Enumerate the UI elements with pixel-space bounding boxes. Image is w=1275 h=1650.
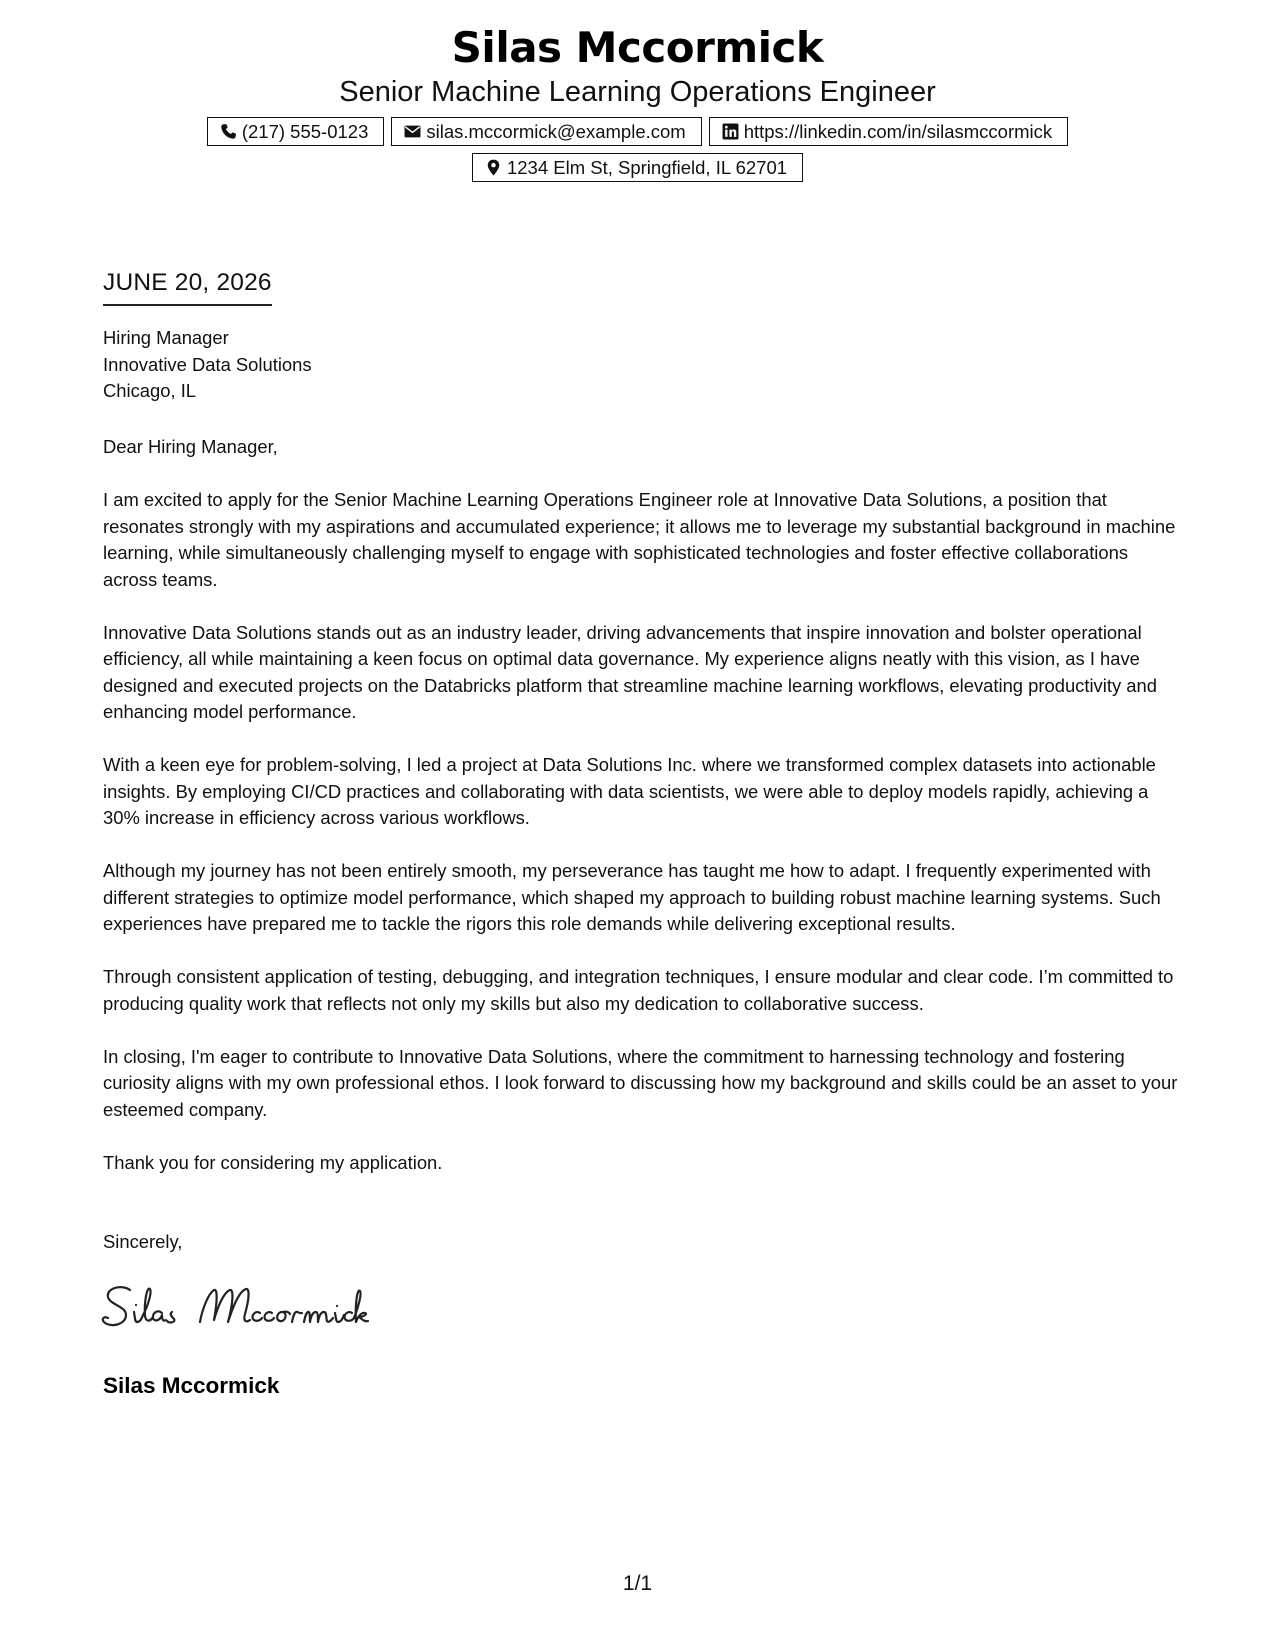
- letter-date: JUNE 20, 2026: [103, 268, 272, 306]
- linkedin-chip[interactable]: [709, 117, 1068, 146]
- address-text: 1234 Elm St, Springfield, IL 62701: [506, 157, 788, 178]
- closing: Sincerely,: [103, 1231, 183, 1252]
- body-paragraph: I am excited to apply for the Senior Machine Learning Operations Engineer role at Innovative Data Solutions, a position that resonates strongly with my aspirations and accumulated experience; it allows me to leverage my substantial background in machine learning, while simultaneously challenging myself to engage with sophisticated technologies and foster effective collaborations across teams.: [103, 489, 1176, 590]
- envelope-icon: [404, 123, 421, 140]
- letter-header: [0, 22, 1275, 182]
- body-paragraph: Through consistent application of testing, debugging, and integration techniques, I ensure modular and clear code. I’m committed to producing quality work that reflects not only my skills but also my dedication to collaborative success.: [103, 966, 1174, 1014]
- phone-icon: [220, 123, 237, 140]
- signed-name: Silas Mccormick: [103, 1373, 280, 1398]
- recipient-name: Hiring Manager: [103, 327, 229, 348]
- applicant-title: Senior Machine Learning Operations Engineer: [339, 76, 936, 108]
- handwritten-signature: [100, 1280, 370, 1338]
- contact-row-primary: [0, 117, 1275, 146]
- address-chip: [472, 153, 803, 182]
- recipient-block: [103, 325, 1178, 405]
- applicant-name: Silas Mccormick: [451, 23, 824, 72]
- body-paragraph: In closing, I'm eager to contribute to Innovative Data Solutions, where the commitment to harnessing technology and fostering curiosity aligns with my own professional ethos. I look forward to discussing how my background and skills could be an asset to your esteemed company.: [103, 1045, 1178, 1120]
- phone-chip[interactable]: [207, 117, 385, 146]
- body-paragraph: With a keen eye for problem-solving, I led a project at Data Solutions Inc. where we transformed complex datasets into actionable insights. By employing CI/CD practices and collaborating with data scientists, we were able to deploy models rapidly, achieving a 30% increase in efficiency across various workflows.: [103, 754, 1156, 828]
- page-number: 1/1: [622, 1572, 653, 1595]
- contact-row-secondary: [0, 153, 1275, 182]
- body-paragraph: Although my journey has not been entirely smooth, my perseverance has taught me how to adapt. I frequently experimented with different strategies to optimize model performance, which shaped my approach to building robust machine learning systems. Such experiences have prepared me to tackle the rigors this role demands while delivering exceptional results.: [103, 860, 1161, 934]
- salutation: Dear Hiring Manager,: [103, 436, 278, 457]
- recipient-location: Chicago, IL: [103, 380, 197, 401]
- body-paragraph: Thank you for considering my application.: [103, 1151, 443, 1173]
- phone-text: (217) 555-0123: [241, 121, 369, 142]
- email-text: silas.mccormick@example.com: [426, 121, 686, 142]
- linkedin-text: https://linkedin.com/in/silasmccormick: [743, 121, 1053, 142]
- email-chip[interactable]: [391, 117, 701, 146]
- linkedin-icon: [722, 123, 739, 140]
- letter-body: [103, 487, 1178, 1203]
- recipient-company: Innovative Data Solutions: [103, 353, 312, 375]
- body-paragraph: Innovative Data Solutions stands out as an industry leader, driving advancements that inspire innovation and bolster operational efficiency, all while maintaining a keen focus on optimal data governance. My experience aligns neatly with this vision, as I have designed and executed projects on the Databricks platform that streamline machine learning workflows, elevating productivity and enhancing model performance.: [103, 621, 1157, 722]
- map-marker-icon: [485, 159, 502, 176]
